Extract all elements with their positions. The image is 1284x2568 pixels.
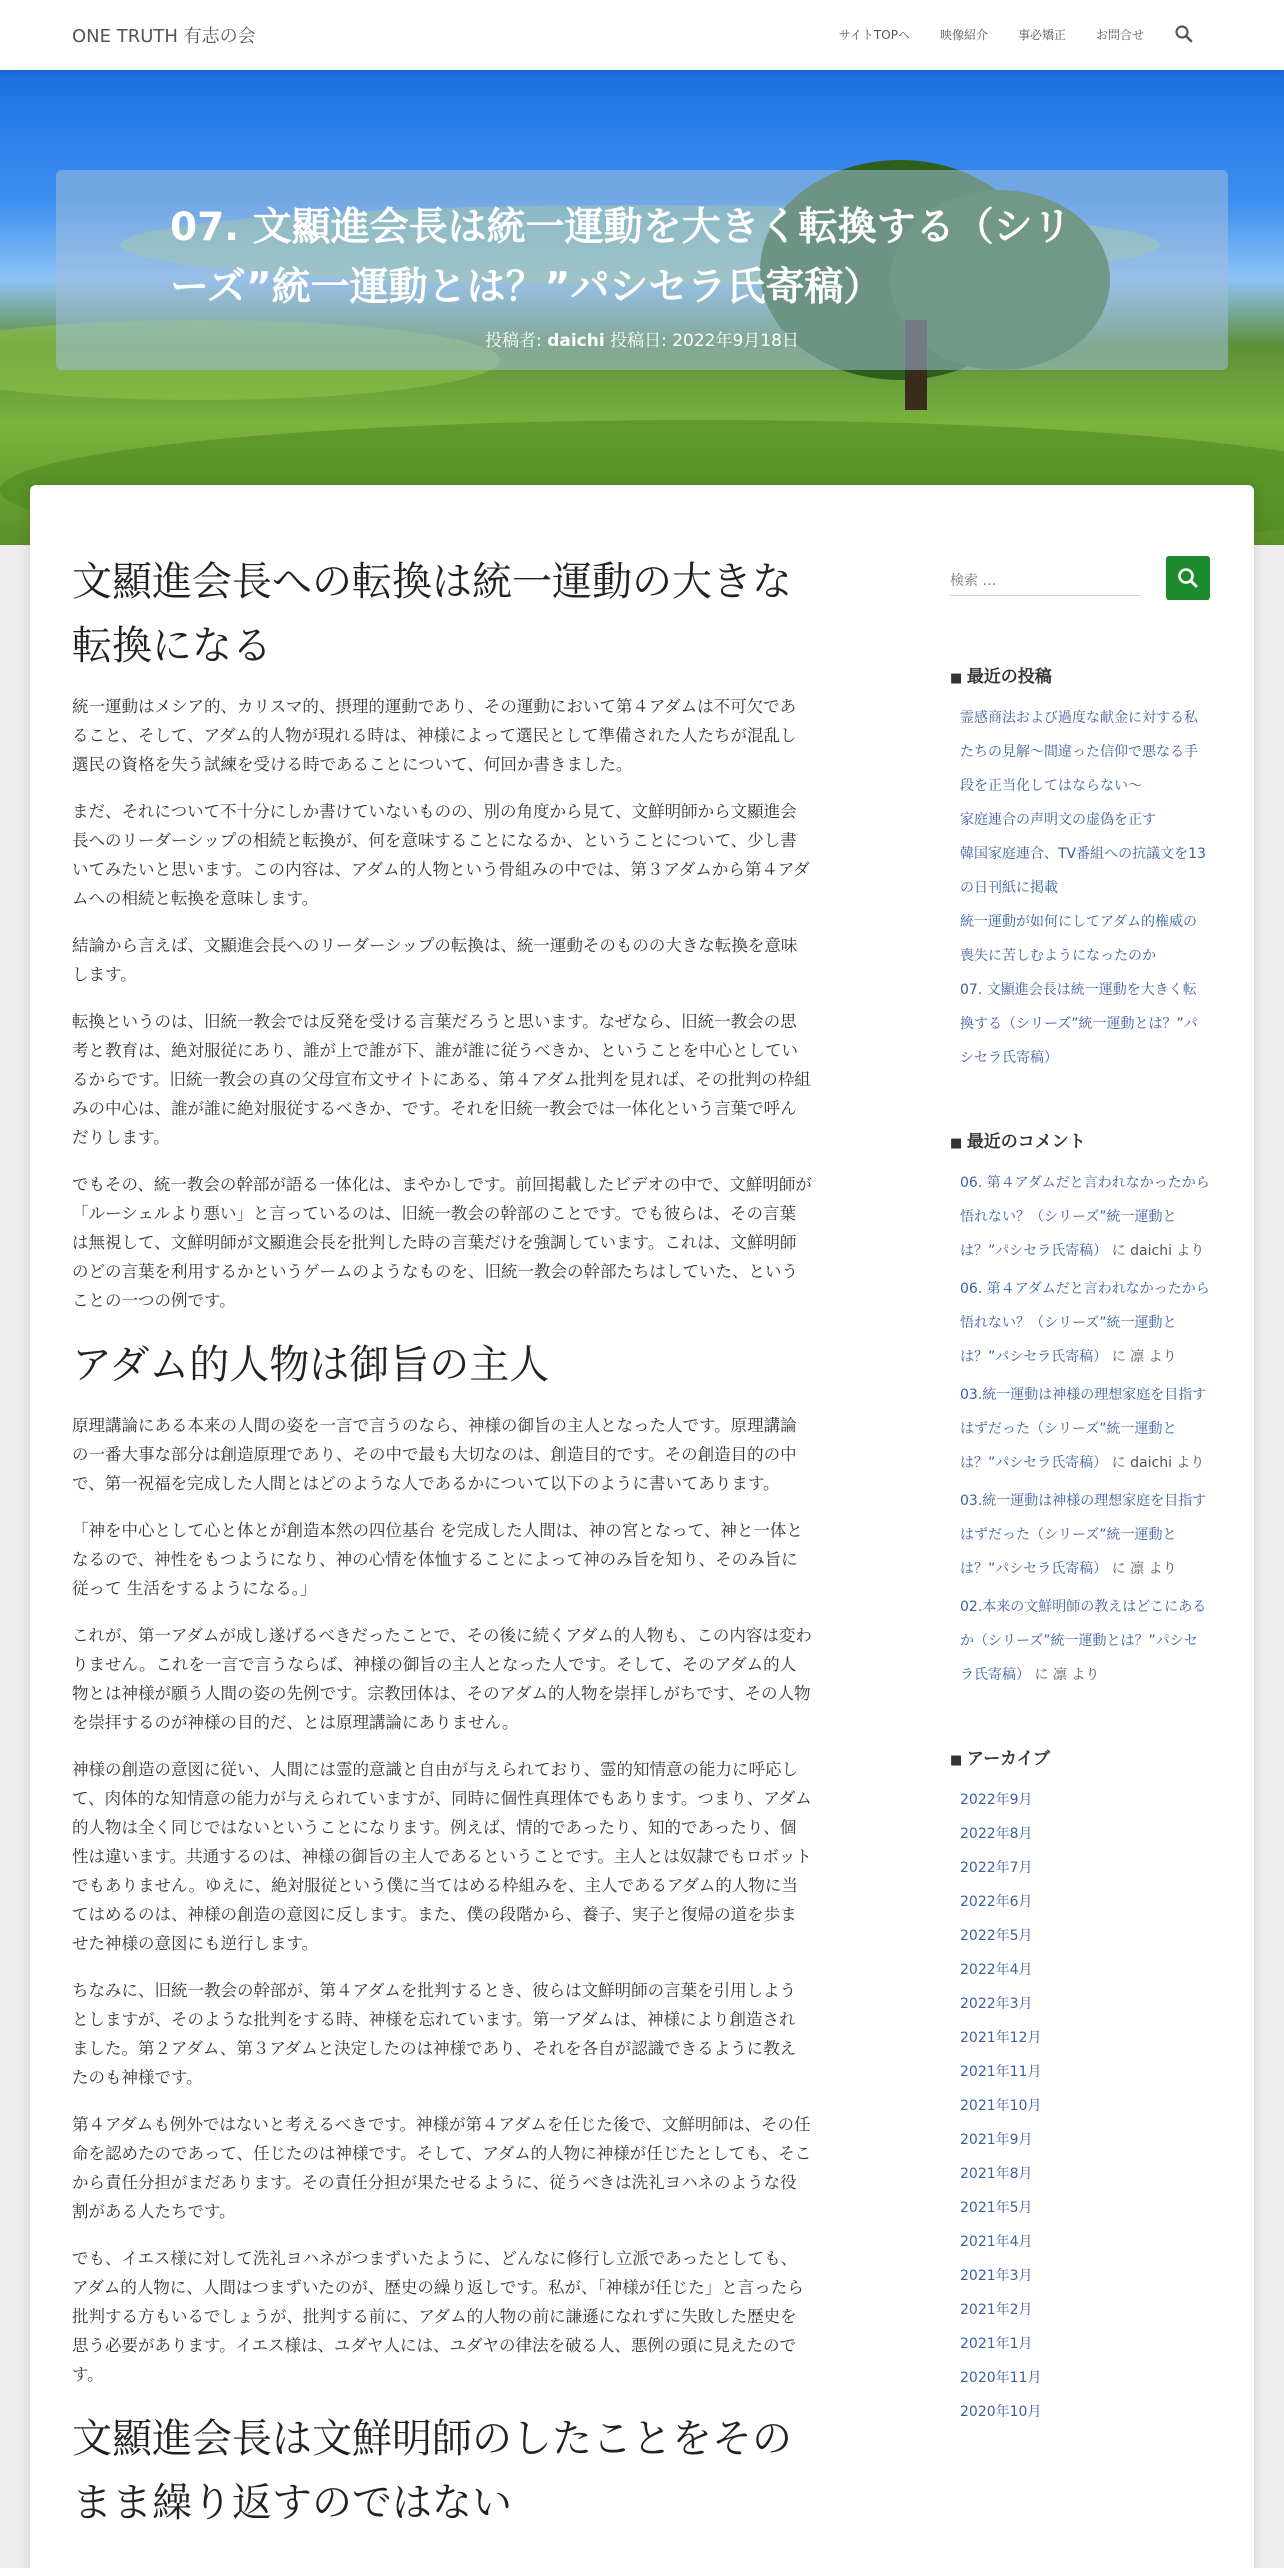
- nav-item-contact[interactable]: お問合せ: [1095, 28, 1144, 42]
- archive-link[interactable]: 2021年4月: [960, 2234, 1033, 2250]
- recent-post-link[interactable]: 07. 文顯進会長は統一運動を大きく転換する（シリーズ”統一運動とは？”パシセラ氏寄稿）: [960, 982, 1198, 1066]
- article-paragraph: これが、第一アダムが成し遂げるべきだったことで、その後に続くアダム的人物も、この内容は変わりません。これを一言で言うならば、神様の御旨の主人となった人です。そして、そのアダム的人物とは神様が願う人間の姿の先例です。宗教団体は、そのアダム的人物を崇拝しがちです、その人物を崇拝するのが神様の目的だ、とは原理講論にありません。: [72, 1626, 812, 1732]
- comment-author: に 凛 より: [1030, 1667, 1100, 1683]
- article-paragraph: 結論から言えば、文顯進会長へのリーダーシップの転換は、統一運動そのものの大きな転換を意味します。: [72, 936, 798, 984]
- comment-post-link[interactable]: 03.統一運動は神様の理想家庭を目指すはずだった（シリーズ”統一運動とは？”パシセラ氏寄稿）: [960, 1387, 1207, 1471]
- comment-author: に 凛 より: [1107, 1561, 1177, 1577]
- search-input[interactable]: [950, 566, 1140, 596]
- post-author-link[interactable]: daichi: [547, 331, 605, 351]
- article-paragraph: まだ、それについて不十分にしか書けていないものの、別の角度から見て、文鮮明師から文顯進会長へのリーダーシップの相続と転換が、何を意味することになるか、ということについて、少し書いてみたいと思います。この内容は、アダム的人物という骨組みの中では、第３アダムから第４アダムへの相続と転換を意味します。: [72, 802, 810, 908]
- nav-item-videos[interactable]: 映像紹介: [939, 28, 988, 42]
- comment-author: に daichi より: [1107, 1243, 1205, 1259]
- search-icon[interactable]: [1174, 24, 1194, 44]
- article-paragraph: 統一運動はメシア的、カリスマ的、摂理的運動であり、その運動において第４アダムは不可欠であること、そして、アダム的人物が現れる時は、神様によって選民として準備された人たちが混乱し選民の資格を失う試練を受ける時であることについて、何回か書きました。: [72, 697, 797, 774]
- recent-comment: [950, 1590, 1210, 1692]
- article-paragraph: 転換というのは、旧統一教会では反発を受ける言葉だろうと思います。なぜなら、旧統一教会の思考と教育は、絶対服従にあり、誰が上で誰が下、誰が誰に従うべきか、ということを中心としているからです。旧統一教会の真の父母宣布文サイトにある、第４アダム批判を見れば、その批判の枠組みの中心は、誰が誰に絶対服従するべきか、です。それを旧統一教会では一体化という言葉で呼んだりします。: [72, 1012, 811, 1147]
- archive-link[interactable]: 2021年5月: [960, 2200, 1033, 2216]
- post-title: 07. 文顯進会長は統一運動を大きく転換する（シリーズ”統一運動とは？”パシセラ氏寄稿）: [170, 205, 1072, 310]
- recent-comment: [950, 1166, 1210, 1268]
- article-heading-3: 文顯進会長は文鮮明師のしたことをそのまま繰り返すのではない: [72, 2416, 792, 2526]
- archive-list: [950, 1783, 1210, 2429]
- article-heading-1: 文顯進会長への転換は統一運動の大きな転換になる: [72, 559, 792, 669]
- comment-author: に daichi より: [1107, 1455, 1205, 1471]
- archives-widget: [950, 1744, 1210, 2429]
- search-button[interactable]: [1166, 556, 1210, 600]
- sidebar-search: [950, 550, 1210, 610]
- search-icon: [1166, 556, 1210, 600]
- article-body: [72, 550, 812, 2549]
- recent-post-link[interactable]: 霊感商法および過度な献金に対する私たちの見解～間違った信仰で悪なる手段を正当化してはならない～: [960, 710, 1198, 794]
- sidebar: [950, 550, 1210, 2429]
- recent-post-link[interactable]: 統一運動が如何にしてアダム的権威の喪失に苦しむようになったのか: [960, 914, 1198, 964]
- recent-post-link[interactable]: 家庭連合の声明文の虚偽を正す: [960, 812, 1156, 828]
- article-paragraph: ちなみに、旧統一教会の幹部が、第４アダムを批判するとき、彼らは文鮮明師の言葉を引用しようとしますが、そのような批判をする時、神様を忘れています。第一アダムは、神様により創造されました。第２アダム、第３アダムと決定したのは神様であり、それを各自が認識できるように教えたのも神様です。: [72, 1981, 797, 2087]
- archive-link[interactable]: 2021年10月: [960, 2098, 1042, 2114]
- meta-author-prefix: 投稿者:: [485, 331, 542, 351]
- archive-link[interactable]: 2021年1月: [960, 2336, 1033, 2352]
- recent-comment: [950, 1484, 1210, 1586]
- article-paragraph: 原理講論にある本来の人間の姿を一言で言うのなら、神様の御旨の主人となった人です。原理講論の一番大事な部分は創造原理であり、その中で最も大切なのは、創造目的です。その創造目的の中で、第一祝福を完成した人間とはどのような人であるかについて以下のように書いてあります。: [72, 1416, 797, 1493]
- article-quote: 「神を中心として心と体とが創造本然の四位基台 を完成した人間は、神の宮となって、神と一体となるので、神性をもつようになり、神の心情を体恤することによって神のみ旨を知り、そのみ旨に従って 生活をするようになる。」: [72, 1521, 803, 1598]
- nav-item-top[interactable]: サイトTOPへ: [838, 28, 910, 42]
- archive-link[interactable]: 2022年5月: [960, 1928, 1033, 1944]
- comment-post-link[interactable]: 02.本来の文鮮明師の教えはどこにあるか（シリーズ”統一運動とは？”パシセラ氏寄稿）: [960, 1599, 1207, 1683]
- post-meta: [0, 326, 1284, 351]
- widget-title: ■ 最近の投稿: [950, 662, 1210, 687]
- widget-title: ■ アーカイブ: [950, 1744, 1210, 1769]
- archive-link[interactable]: 2022年6月: [960, 1894, 1033, 1910]
- archive-link[interactable]: 2021年3月: [960, 2268, 1033, 2284]
- archive-link[interactable]: 2021年12月: [960, 2030, 1042, 2046]
- archive-link[interactable]: 2022年7月: [960, 1860, 1033, 1876]
- recent-comment: [950, 1378, 1210, 1480]
- archive-link[interactable]: 2020年10月: [960, 2404, 1042, 2420]
- archive-link[interactable]: 2022年3月: [960, 1996, 1033, 2012]
- archive-link[interactable]: 2021年11月: [960, 2064, 1042, 2080]
- archive-link[interactable]: 2021年9月: [960, 2132, 1033, 2148]
- article-heading-2: アダム的人物は御旨の主人: [72, 1342, 550, 1388]
- archive-link[interactable]: 2022年9月: [960, 1792, 1033, 1808]
- archive-link[interactable]: 2021年8月: [960, 2166, 1033, 2182]
- archive-link[interactable]: 2022年4月: [960, 1962, 1033, 1978]
- recent-comment: [950, 1272, 1210, 1374]
- comment-author: に 凛 より: [1107, 1349, 1177, 1365]
- post-date: 投稿日: 2022年9月18日: [610, 331, 799, 351]
- nav-menu: [839, 26, 1144, 43]
- comment-post-link[interactable]: 06. 第４アダムだと言われなかったから悟れない？（シリーズ”統一運動とは？”パシセラ氏寄稿）: [960, 1281, 1210, 1365]
- archive-link[interactable]: 2020年11月: [960, 2370, 1042, 2386]
- article-paragraph: 第４アダムも例外ではないと考えるべきです。神様が第４アダムを任じた後で、文鮮明師は、その任命を認めたのであって、任じたのは神様です。そして、アダム的人物に神様が任じたとしても、そこから責任分担がまだあります。その責任分担が果たせるように、従うべきは洗礼ヨハネのような役割がある人たちです。: [72, 2115, 812, 2221]
- nav-item-correction[interactable]: 事必矯正: [1017, 28, 1066, 42]
- top-navbar: [0, 0, 1284, 70]
- article-paragraph: でもその、統一教会の幹部が語る一体化は、まやかしです。前回掲載したビデオの中で、文鮮明師が「ルーシェルより悪い」と言っているのは、旧統一教会の幹部のことです。でも彼らは、その言葉は無視して、文鮮明師が文顯進会長を批判した時の言葉だけを強調しています。これは、文鮮明師のどの言葉を利用するかというゲームのようなものを、旧統一教会の幹部たちはしていた、ということの一つの例です。: [72, 1175, 812, 1310]
- recent-post-link[interactable]: 韓国家庭連合、TV番組への抗議文を13の日刊紙に掲載: [960, 846, 1206, 896]
- comment-post-link[interactable]: 06. 第４アダムだと言われなかったから悟れない？（シリーズ”統一運動とは？”パシセラ氏寄稿）: [960, 1175, 1210, 1259]
- widget-title: ■ 最近のコメント: [950, 1127, 1210, 1152]
- article-paragraph: 神様の創造の意図に従い、人間には霊的意識と自由が与えられており、霊的知情意の能力に呼応して、肉体的な知情意の能力が与えられていますが、同時に個性真理体でもあります。つまり、アダム的人物は全く同じではないということになります。例えば、情的であったり、知的であったり、個性は違います。共通するのは、神様の御旨の主人であるということです。主人とは奴隷でもロボットでもありません。ゆえに、絶対服従という僕に当てはめる枠組みを、主人であるアダム的人物に当てはめるのは、神様の創造の意図に反します。また、僕の段階から、養子、実子と復帰の道を歩ませた神様の意図にも逆行します。: [72, 1760, 812, 1953]
- comment-post-link[interactable]: 03.統一運動は神様の理想家庭を目指すはずだった（シリーズ”統一運動とは？”パシセラ氏寄稿）: [960, 1493, 1207, 1577]
- recent-comments-widget: [950, 1127, 1210, 1692]
- archive-link[interactable]: 2021年2月: [960, 2302, 1033, 2318]
- archive-link[interactable]: 2022年8月: [960, 1826, 1033, 1842]
- recent-posts-widget: [950, 662, 1210, 1075]
- article-paragraph: でも、イエス様に対して洗礼ヨハネがつまずいたように、どんなに修行し立派であったとしても、アダム的人物に、人間はつまずいたのが、歴史の繰り返しです。私が、「神様が任じた」と言ったら批判する方もいるでしょうが、批判する前に、アダム的人物の前に謙遜になれずに失敗した歴史を思う必要があります。イエス様は、ユダヤ人には、ユダヤの律法を破る人、悪例の頭に見えたのです。: [72, 2249, 804, 2384]
- site-brand[interactable]: ONE TRUTH 有志の会: [72, 26, 256, 47]
